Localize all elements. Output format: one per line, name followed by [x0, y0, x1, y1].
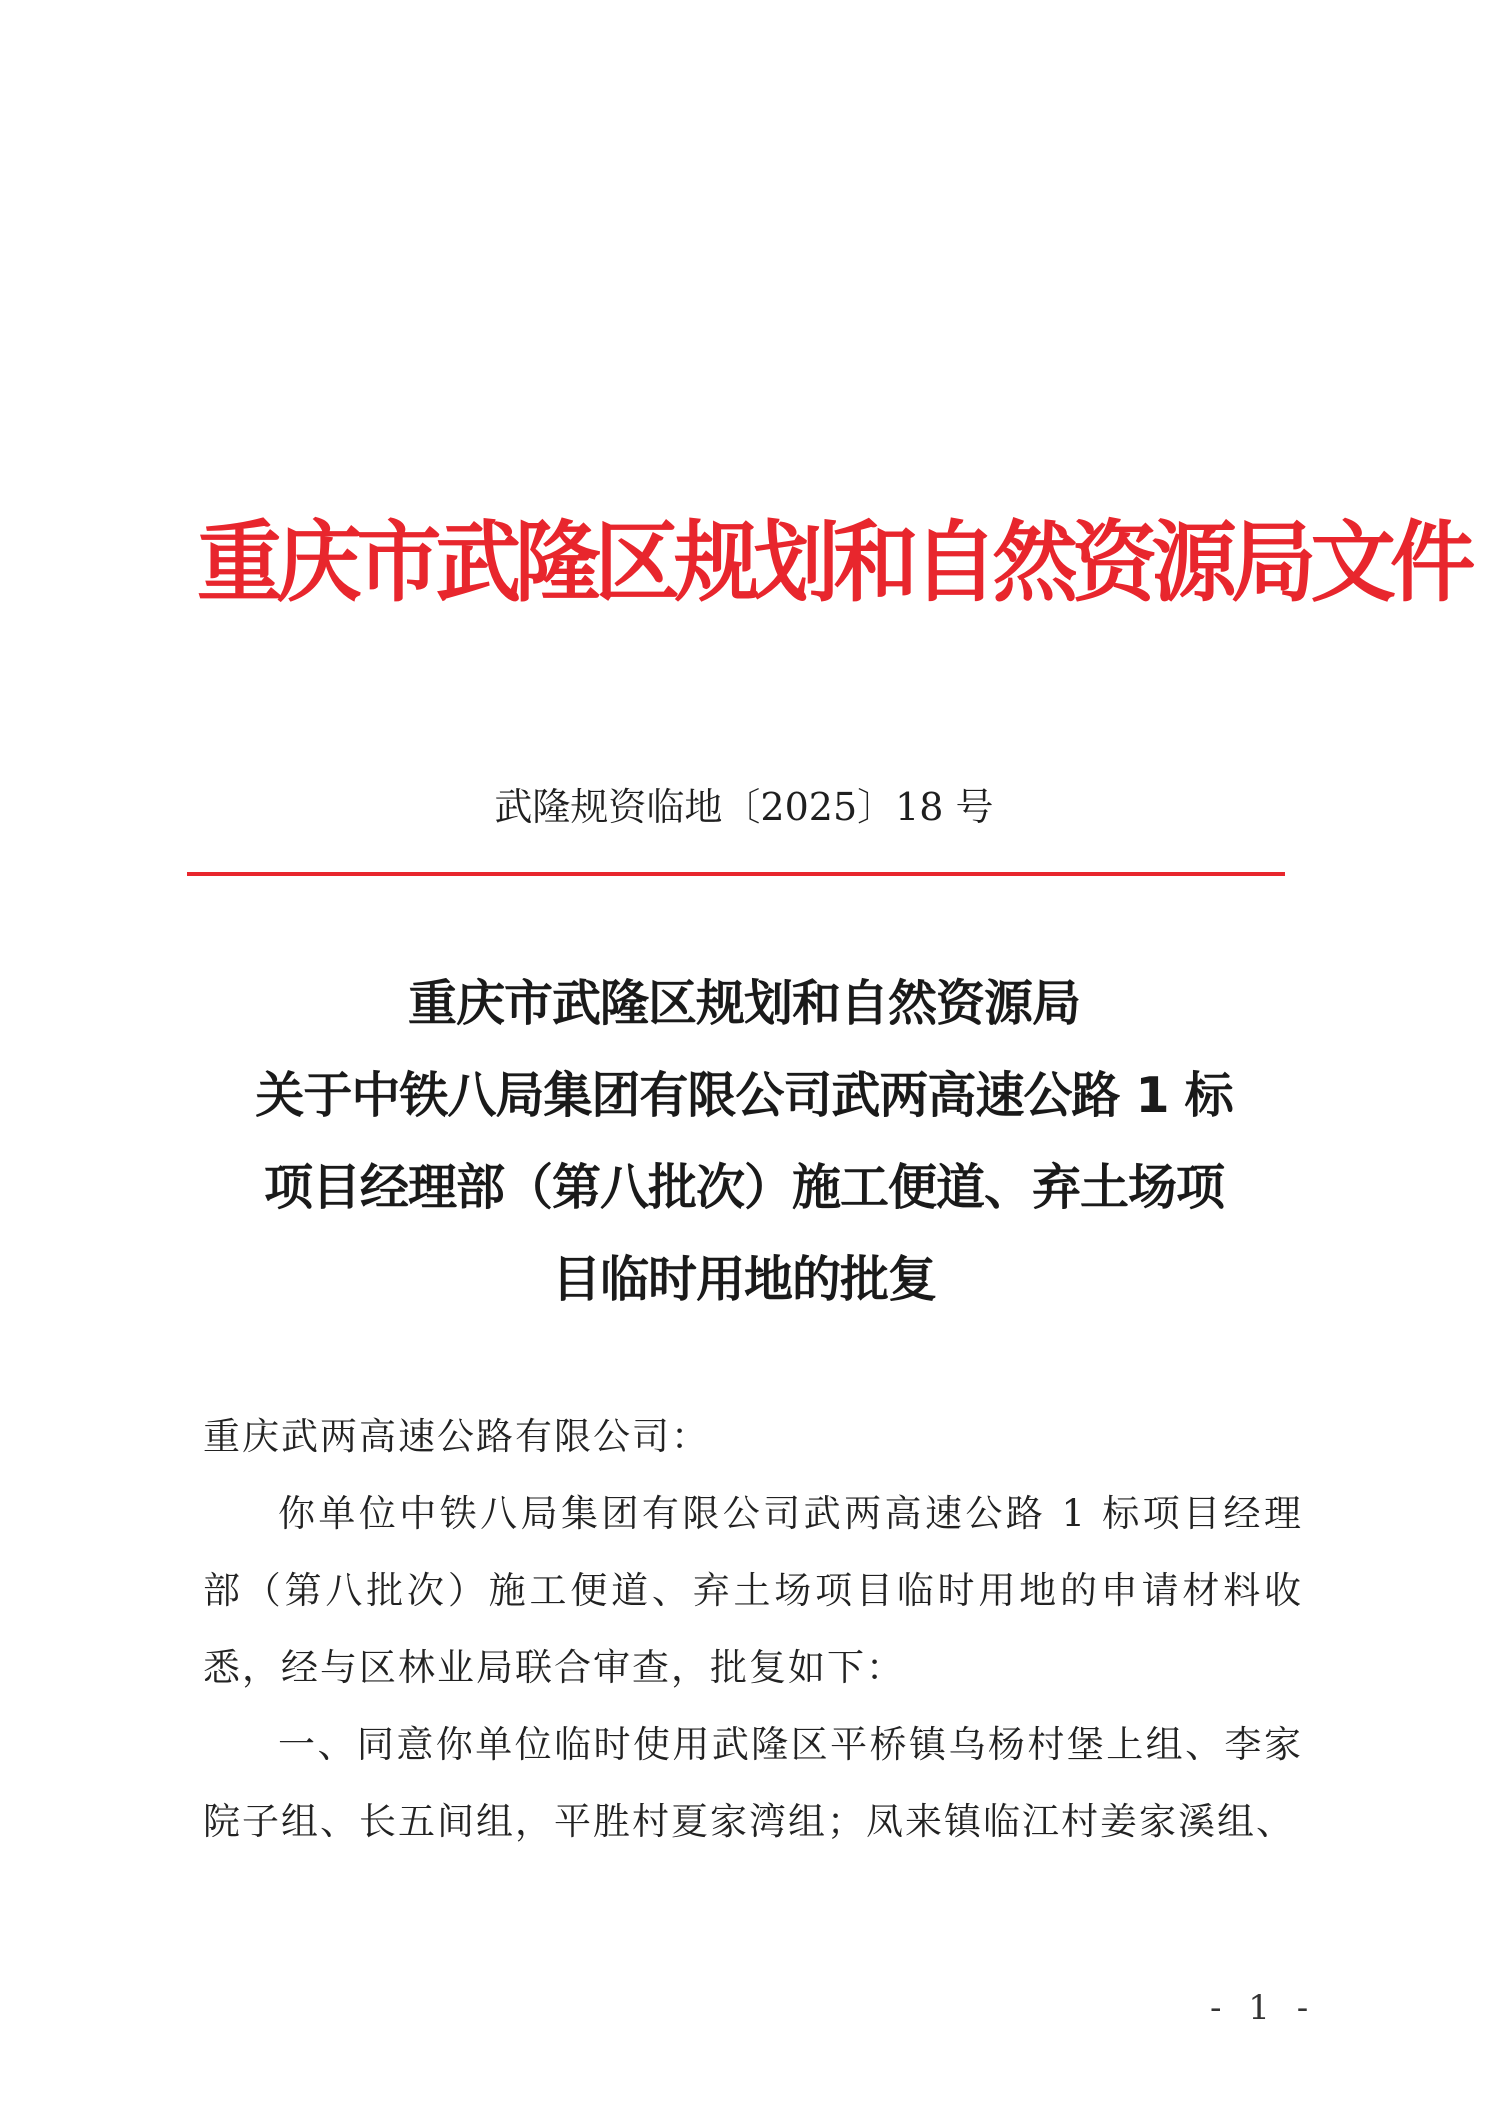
title-line: 目临时用地的批复 — [551, 1251, 936, 1308]
issuer-header: 重庆市武隆区规划和自然资源局文件 — [196, 511, 1470, 614]
title-line: 重庆市武隆区规划和自然资源局 — [407, 975, 1080, 1032]
salutation: 重庆武两高速公路有限公司： — [203, 1415, 710, 1458]
body-paragraph: 你单位中铁八局集团有限公司武两高速公路 1 标项目经理部（第八批次）施工便道、弃土场项目临时用地的申请材料收悉，经与区林业局联合审查，批复如下： — [203, 1492, 1303, 1689]
document-title — [180, 958, 1308, 1326]
document-body — [203, 1398, 1303, 1860]
page-number: - 1 - — [1210, 1988, 1317, 2028]
title-line: 项目经理部（第八批次）施工便道、弃土场项 — [263, 1159, 1224, 1216]
title-line: 关于中铁八局集团有限公司武两高速公路 1 标 — [255, 1067, 1233, 1124]
body-paragraph: 一、同意你单位临时使用武隆区平桥镇乌杨村堡上组、李家院子组、长五间组，平胜村夏家湾组；凤来镇临江村姜家溪组、 — [203, 1723, 1303, 1843]
red-divider-line — [187, 872, 1285, 876]
document-number: 武隆规资临地〔2025〕18 号 — [494, 785, 994, 829]
